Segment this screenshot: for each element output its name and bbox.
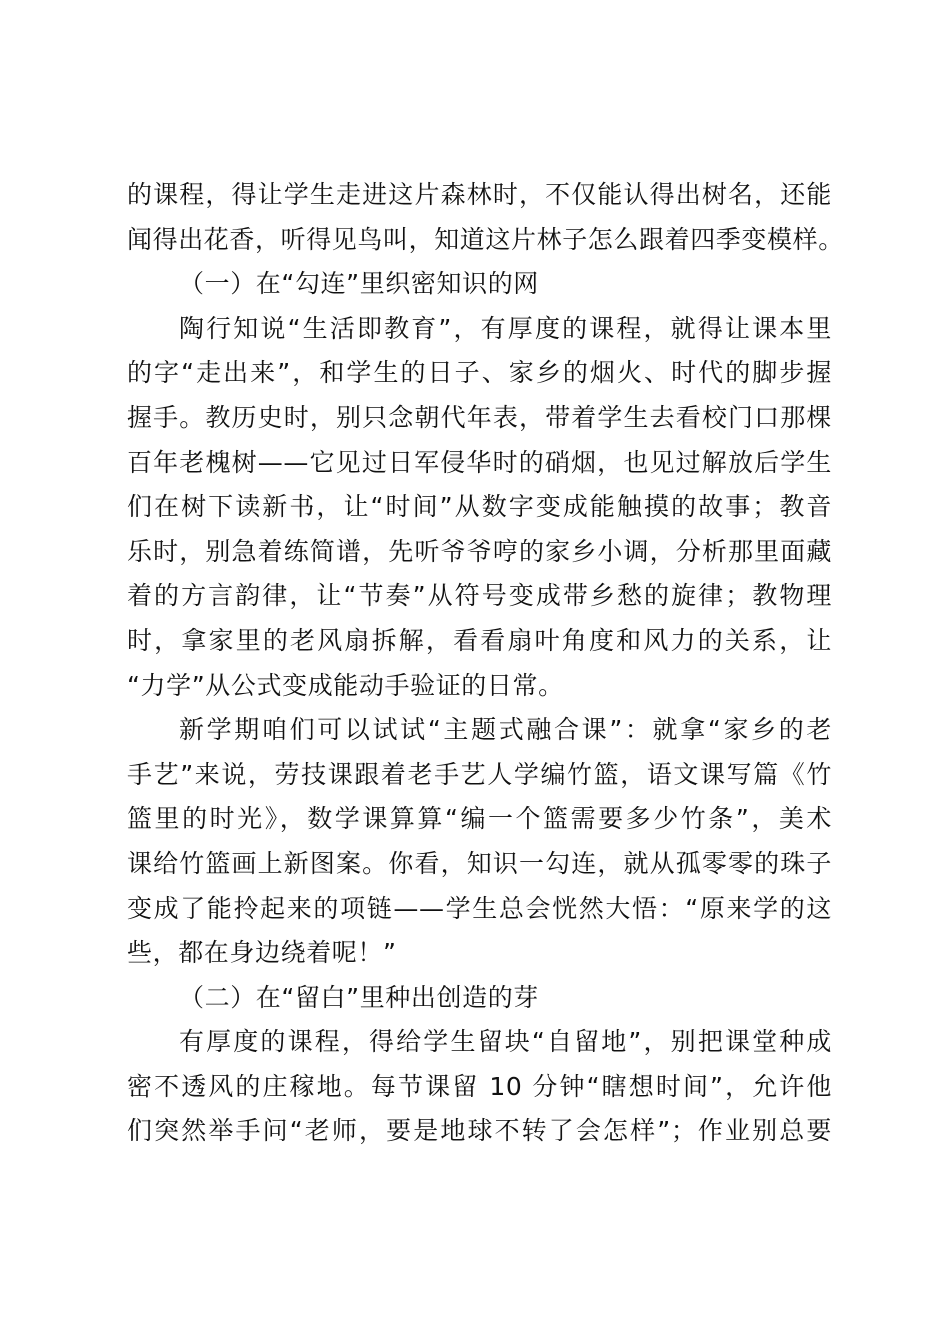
paragraph-3: [127, 1020, 832, 1154]
section-heading-text: （一）在“勾连”里织密知识的网: [179, 269, 539, 299]
text-line: 的课程，得让学生走进这片森林时，不仅能认得出树名，还能: [127, 180, 832, 209]
text-line: 时，拿家里的老风扇拆解，看看扇叶角度和风力的关系，让: [127, 625, 832, 655]
text-line: 们突然举手问“老师，要是地球不转了会怎样”；作业别总要: [127, 1116, 832, 1146]
text-line: 篮里的时光》，数学课算算“编一个篮需要多少竹条”，美术: [127, 804, 832, 834]
text-line: 密不透风的庄稼地。每节课留 10 分钟“瞎想时间”，允许他: [127, 1071, 832, 1101]
text-line: 握手。教历史时，别只念朝代年表，带着学生去看校门口那棵: [127, 402, 832, 432]
section-heading-2: [127, 976, 832, 1021]
text-line: 变成了能拎起来的项链——学生总会恍然大悟：“原来学的这: [127, 893, 832, 923]
text-line: 些，都在身边绕着呢！”: [127, 938, 397, 968]
text-line: 手艺”来说，劳技课跟着老手艺人学编竹篮，语文课写篇《竹: [127, 759, 832, 789]
paragraph-2: [127, 708, 832, 976]
text-line: 们在树下读新书，让“时间”从数字变成能触摸的故事；教音: [127, 492, 832, 522]
continuation-paragraph: [127, 173, 844, 262]
text-line: 着的方言韵律，让“节奏”从符号变成带乡愁的旋律；教物理: [127, 581, 832, 611]
section-heading-text: （二）在“留白”里种出创造的芽: [179, 982, 539, 1012]
text-line: 乐时，别急着练简谱，先听爷爷哼的家乡小调，分析那里面藏: [127, 536, 832, 566]
paragraph-1: [127, 307, 832, 708]
text-line: 闻得出花香，听得见鸟叫，知道这片林子怎么跟着四季变模样。: [127, 224, 844, 254]
section-heading-1: [127, 262, 832, 307]
text-line: 有厚度的课程，得给学生留块“自留地”，别把课堂种成: [179, 1027, 832, 1057]
text-line: 新学期咱们可以试试“主题式融合课”：就拿“家乡的老: [179, 715, 832, 745]
text-line: “力学”从公式变成能动手验证的日常。: [127, 670, 564, 700]
text-line: 课给竹篮画上新图案。你看，知识一勾连，就从孤零零的珠子: [127, 848, 832, 878]
text-line: 百年老槐树——它见过日军侵华时的硝烟，也见过解放后学生: [127, 447, 832, 477]
document-page: [127, 173, 844, 1154]
text-line: 陶行知说“生活即教育”，有厚度的课程，就得让课本里: [179, 313, 832, 343]
text-line: 的字“走出来”，和学生的日子、家乡的烟火、时代的脚步握: [127, 358, 832, 388]
